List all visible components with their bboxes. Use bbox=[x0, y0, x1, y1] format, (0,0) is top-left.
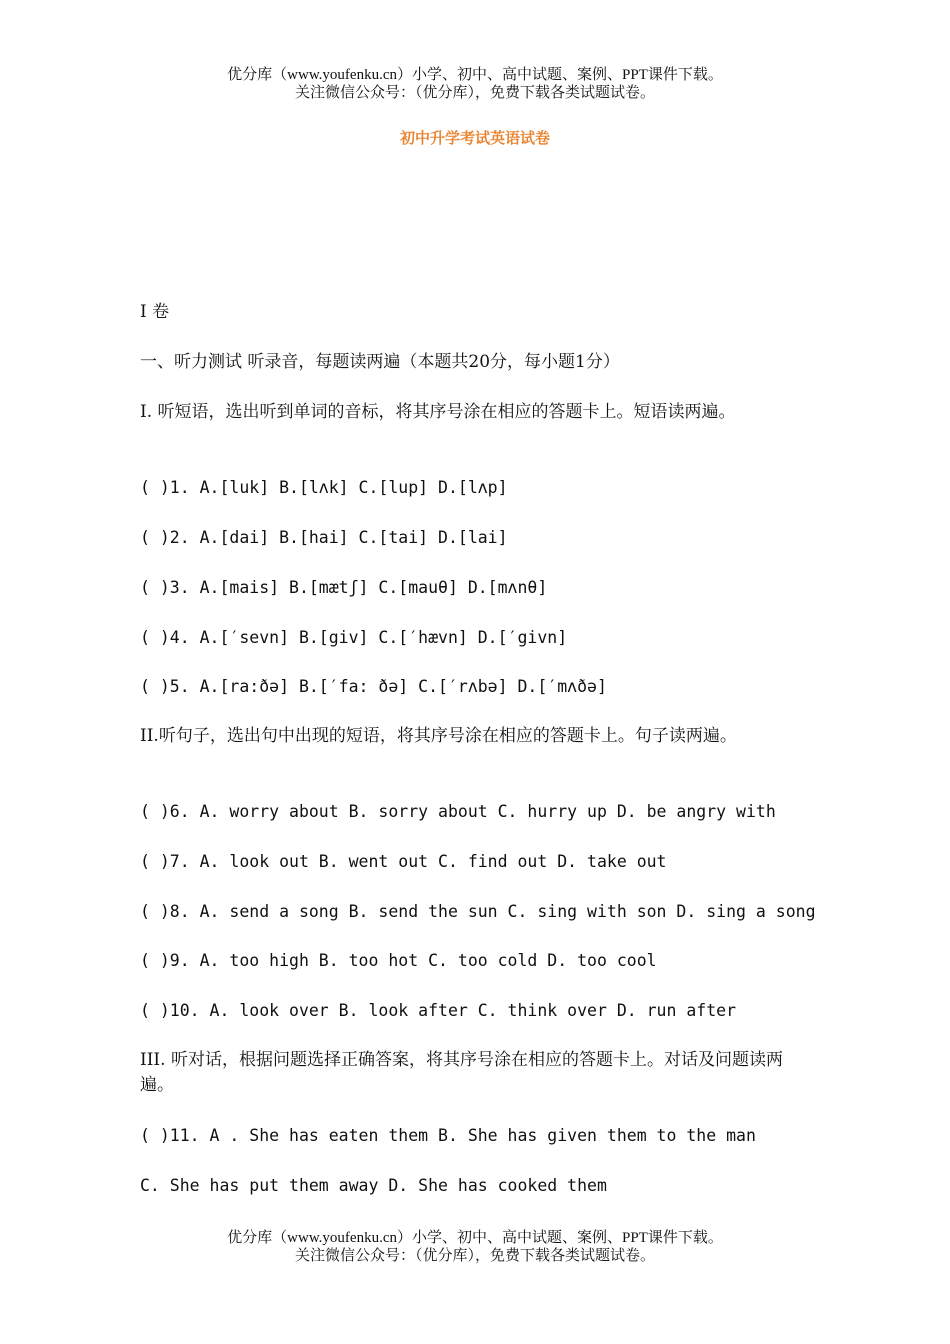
footer-line-1: 优分库（www.youfenku.cn）小学、初中、高中试题、案例、PPT课件下载。 bbox=[227, 1230, 723, 1246]
header-line-1: 优分库（www.youfenku.cn）小学、初中、高中试题、案例、PPT课件下载。 bbox=[227, 67, 723, 83]
header-line-2: 关注微信公众号：（优分库），免费下载各类试题试卷。 bbox=[294, 85, 655, 101]
question-11-continued: C. She has put them away D. She has cooked them bbox=[140, 1176, 607, 1195]
question-1: ( )1. A.[luk] B.[lʌk] C.[lup] D.[lʌp] bbox=[140, 478, 508, 497]
question-5: ( )5. A.[ra:ðə] B.[′fa: ðə] C.[′rʌbə] D.[′mʌðə] bbox=[140, 677, 607, 696]
question-10: ( )10. A. look over B. look after C. think over D. run after bbox=[140, 1001, 737, 1020]
question-3: ( )3. A.[mais] B.[mætʃ] C.[mauθ] D.[mʌnθ] bbox=[140, 578, 548, 597]
document-title: 初中升学考试英语试卷 bbox=[399, 129, 550, 147]
footer-line-2: 关注微信公众号：（优分库），免费下载各类试题试卷。 bbox=[294, 1248, 655, 1264]
part3-instruction: III. 听对话，根据问题选择正确答案，将其序号涂在相应的答题卡上。对话及问题读两遍。 bbox=[140, 1050, 783, 1095]
question-4: ( )4. A.[′sevn] B.[giv] C.[′hævn] D.[′givn] bbox=[140, 628, 568, 647]
question-2: ( )2. A.[dai] B.[hai] C.[tai] D.[lai] bbox=[140, 528, 508, 547]
page-footer bbox=[0, 1229, 950, 1265]
part1-instruction: I. 听短语，选出听到单词的音标，将其序号涂在相应的答题卡上。短语读两遍。 bbox=[140, 402, 736, 422]
question-8: ( )8. A. send a song B. send the sun C. sing with son D. sing a song bbox=[140, 902, 816, 921]
question-6: ( )6. A. worry about B. sorry about C. hurry up D. be angry with bbox=[140, 802, 776, 821]
question-9: ( )9. A. too high B. too hot C. too cold D. too cool bbox=[140, 951, 657, 970]
part2-instruction: II.听句子，选出句中出现的短语，将其序号涂在相应的答题卡上。句子读两遍。 bbox=[140, 726, 737, 746]
page-header bbox=[0, 66, 950, 102]
section-heading: 一、听力测试 听录音，每题读两遍（本题共20分，每小题1分） bbox=[140, 352, 620, 372]
question-7: ( )7. A. look out B. went out C. find out D. take out bbox=[140, 852, 667, 871]
volume-label: I 卷 bbox=[140, 302, 170, 322]
question-11: ( )11. A . She has eaten them B. She has given them to the man bbox=[140, 1126, 756, 1145]
